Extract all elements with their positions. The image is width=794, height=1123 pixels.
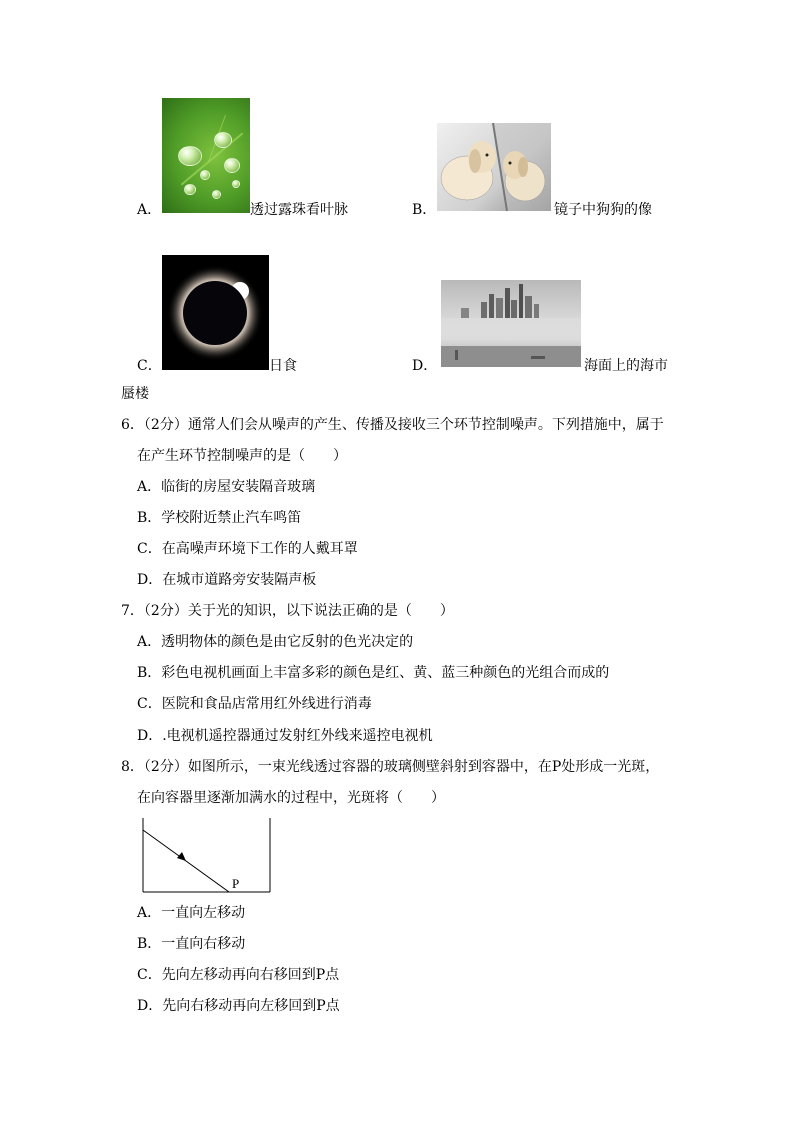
q8-stem-line1: 8．（2分）如图所示，一束光线透过容器的玻璃侧壁斜射到容器中，在P处形成一光斑，: [121, 759, 660, 775]
q6-option-b: B．学校附近禁止汽车鸣笛: [137, 510, 302, 526]
mirage-photo: [441, 280, 581, 367]
dogs-mirror-photo: [437, 123, 551, 211]
q8-option-c: C．先向左移动再向右移回到P点: [137, 967, 340, 983]
q6-option-c: C．在高噪声环境下工作的人戴耳罩: [137, 541, 358, 557]
point-p-label: P: [232, 876, 240, 891]
q8-stem-line2: 在向容器里逐渐加满水的过程中，光斑将（ ）: [137, 790, 445, 806]
q8-option-d: D．先向右移动再向左移回到P点: [137, 998, 340, 1014]
option-a-caption: 透过露珠看叶脉: [250, 202, 348, 218]
eclipse-illustration: [162, 255, 269, 370]
solar-eclipse-photo: [162, 255, 269, 370]
option-b-letter: B．: [412, 202, 437, 218]
leaf-dew-photo: [162, 98, 250, 213]
q7-option-b: B．彩色电视机画面上丰富多彩的颜色是红、黄、蓝三种颜色的光组合而成的: [137, 665, 610, 681]
option-d-caption: 海面上的海市: [584, 358, 668, 374]
q7-option-c: C．医院和食品店常用红外线进行消毒: [137, 696, 372, 712]
q8-option-a: A．一直向左移动: [137, 905, 246, 921]
q7-option-a: A．透明物体的颜色是由它反射的色光决定的: [137, 634, 414, 650]
option-c-letter: C．: [137, 358, 162, 374]
option-b-caption: 镜子中狗狗的像: [554, 202, 652, 218]
option-d-caption-continued: 蜃楼: [121, 386, 149, 402]
mirage-illustration: [441, 280, 581, 367]
option-d-letter: D．: [412, 358, 438, 374]
q6-option-a: A．临街的房屋安装隔音玻璃: [137, 479, 316, 495]
q6-option-d: D．在城市道路旁安装隔声板: [137, 572, 317, 588]
ray-arrow-icon: [177, 852, 186, 861]
q7-stem-line1: 7．（2分）关于光的知识，以下说法正确的是（ ）: [121, 603, 454, 619]
q7-option-d: D．.电视机遥控器通过发射红外线来遥控电视机: [137, 728, 433, 744]
q6-stem-line2: 在产生环节控制噪声的是（ ）: [137, 448, 347, 464]
q8-option-b: B．一直向右移动: [137, 936, 246, 952]
q6-stem-line1: 6．（2分）通常人们会从噪声的产生、传播及接收三个环节控制噪声。下列措施中，属于: [121, 417, 664, 433]
option-a-letter: A．: [137, 202, 162, 218]
option-c-caption: 日食: [269, 358, 297, 374]
light-container-diagram: [140, 818, 275, 896]
dogs-illustration: [437, 123, 551, 211]
